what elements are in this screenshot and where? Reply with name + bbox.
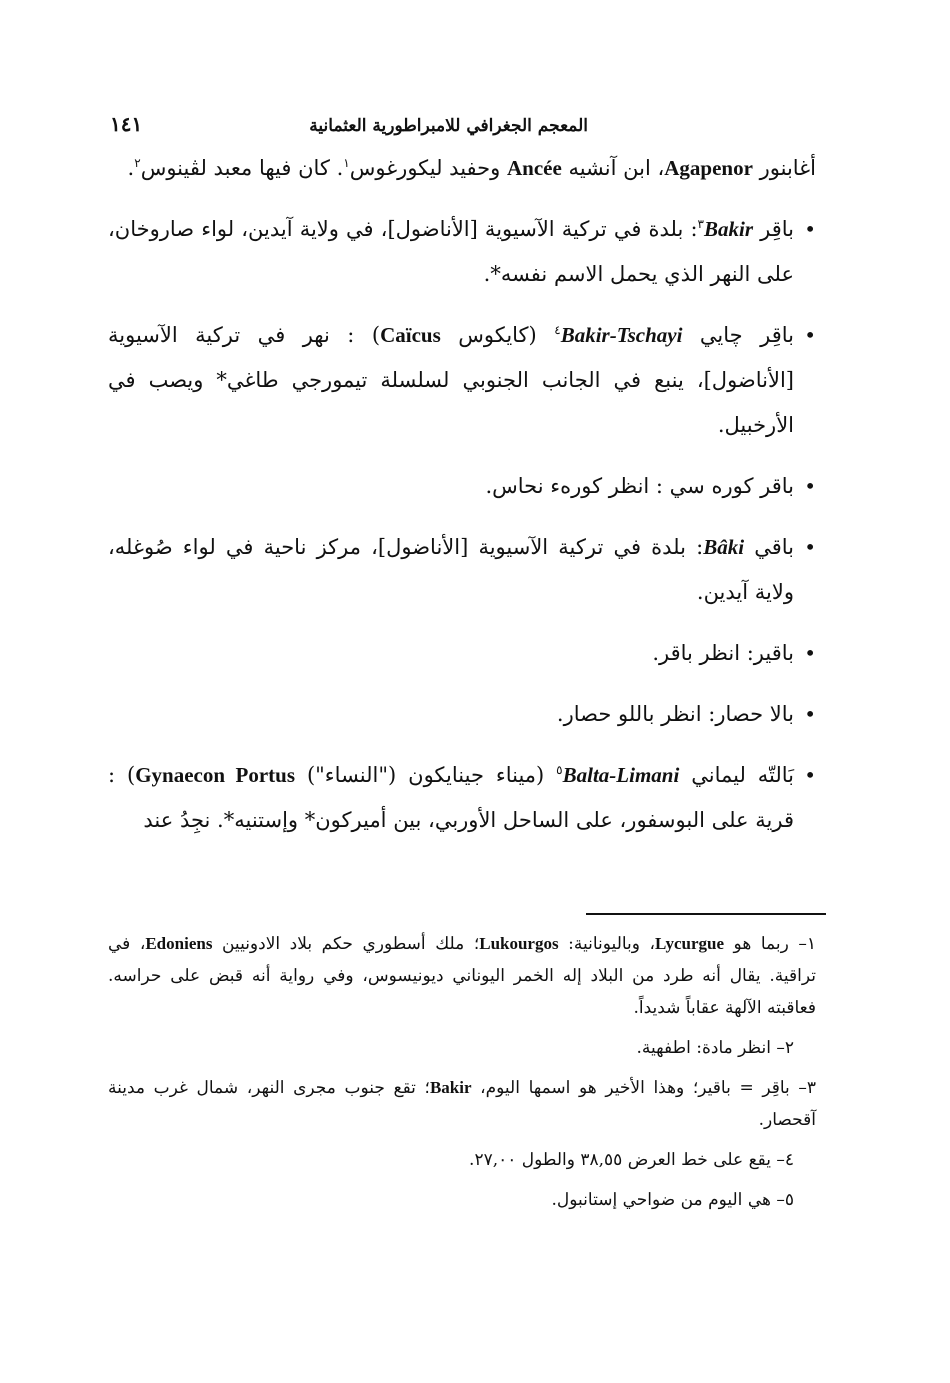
latin-term: Bâki [703, 535, 745, 559]
footnote-5 [108, 1184, 816, 1216]
footnote-marker: ٣ [697, 217, 704, 231]
text-segment: ) : نهر في تركية الآسيوية [الأناضول]، ينبع في الجانب الجنوبي لسلسلة تيمورجي طاغي* ويصب في الأرخبيل. [108, 323, 794, 437]
text-segment: (كايكوس [440, 323, 555, 347]
entry-bakir-tschayi [108, 313, 816, 448]
text-segment: ٣– باقِر = باقير؛ وهذا الأخير هو اسمها اليوم، [471, 1078, 817, 1098]
entry-balta-limani [108, 753, 816, 843]
text-segment: باقير: انظر باقر. [652, 641, 794, 665]
text-segment: (ميناء جينايكون ("النساء") [295, 763, 557, 787]
text-segment: باقِر چايي [682, 323, 794, 347]
text-segment: بالا حصار: انظر باللو حصار. [556, 702, 794, 726]
text-segment: بَالتّه ليماني [679, 763, 794, 787]
text-segment: أغابنور [752, 156, 816, 180]
main-text [108, 146, 816, 859]
latin-term: Lukourgos [479, 934, 559, 953]
text-segment: باقِر [753, 217, 794, 241]
text-segment: ٤– يقع على خط العرض ٣٨,٥٥ والطول ٢٧,٠٠. [469, 1150, 794, 1170]
text-segment: . [127, 156, 135, 180]
text-segment: ٥– هي اليوم من ضواحي إستانبول. [551, 1190, 794, 1210]
footnote-marker: ٤ [554, 323, 561, 337]
footnotes [108, 928, 816, 1224]
running-title: المعجم الجغرافي للامبراطورية العثمانية [309, 116, 588, 136]
latin-term: Bakir [429, 1078, 472, 1097]
entry-bala-hisar [108, 692, 816, 737]
entry-bakir [108, 207, 816, 297]
text-segment: ، ابن آنشيه [561, 156, 665, 180]
text-segment: وحفيد ليكورغوس [349, 156, 507, 180]
text-segment: باقي [744, 535, 794, 559]
entry-baki [108, 525, 816, 615]
page-header [110, 112, 588, 136]
latin-term: Gynaecon Portus [135, 763, 296, 787]
footnote-1 [108, 928, 816, 1024]
latin-term: Bakir-Tschayi [560, 323, 683, 347]
text-segment: ؛ ملك أسطوري حكم بلاد الادونيين [212, 934, 480, 954]
latin-term: Caïcus [380, 323, 441, 347]
latin-term: Agapenor [664, 156, 753, 180]
page-number: ١٤١ [110, 112, 143, 136]
footnote-4 [108, 1144, 816, 1176]
footnote-divider [586, 913, 826, 915]
text-segment: ؛ تقع جنوب مجرى النهر، شمال غرب مدينة آقحصار. [108, 1078, 816, 1130]
latin-term: Bakir [704, 217, 754, 241]
footnote-2 [108, 1032, 816, 1064]
entry-bakir-alt [108, 631, 816, 676]
text-segment: باقر كوره سي : انظر كوره‌ء نحاس. [485, 474, 794, 498]
intro-paragraph [108, 146, 816, 191]
latin-term: Ancée [506, 156, 562, 180]
text-segment: ) : قرية على البوسفور، على الساحل الأوربي، بين أميركون* وإستنيه*. نجِدُ عند [108, 763, 794, 832]
footnote-marker: ٢ [134, 156, 141, 170]
text-segment: . كان فيها معبد لڤينوس [140, 156, 344, 180]
latin-term: Balta-Limani [562, 763, 680, 787]
footnote-marker: ٥ [556, 763, 563, 777]
footnote-3 [108, 1072, 816, 1136]
entry-bakir-koresi [108, 464, 816, 509]
latin-term: Edoniens [145, 934, 213, 953]
text-segment: ، وباليونانية: [558, 934, 656, 954]
text-segment: ، في تراقية. يقال أنه طرد من البلاد إله الخمر اليوناني ديونيسوس، وفي رواية أنه قبض على حراسه. فعاقبته الآلهة عقاباً شديداً. [108, 934, 816, 1018]
text-segment: ١– ربما هو [724, 934, 817, 954]
footnote-marker: ١ [343, 156, 350, 170]
text-segment: : بلدة في تركية الآسيوية [الأناضول]، في ولاية آيدين، لواء صاروخان، على النهر الذي يحمل الاسم نفسه*. [108, 217, 794, 286]
text-segment: : بلدة في تركية الآسيوية [الأناضول]، مركز ناحية في لواء صُوغله، ولاية آيدين. [108, 535, 794, 604]
text-segment: ٢– انظر مادة: اطفهية. [636, 1038, 794, 1058]
latin-term: Lycurgue [655, 934, 724, 953]
